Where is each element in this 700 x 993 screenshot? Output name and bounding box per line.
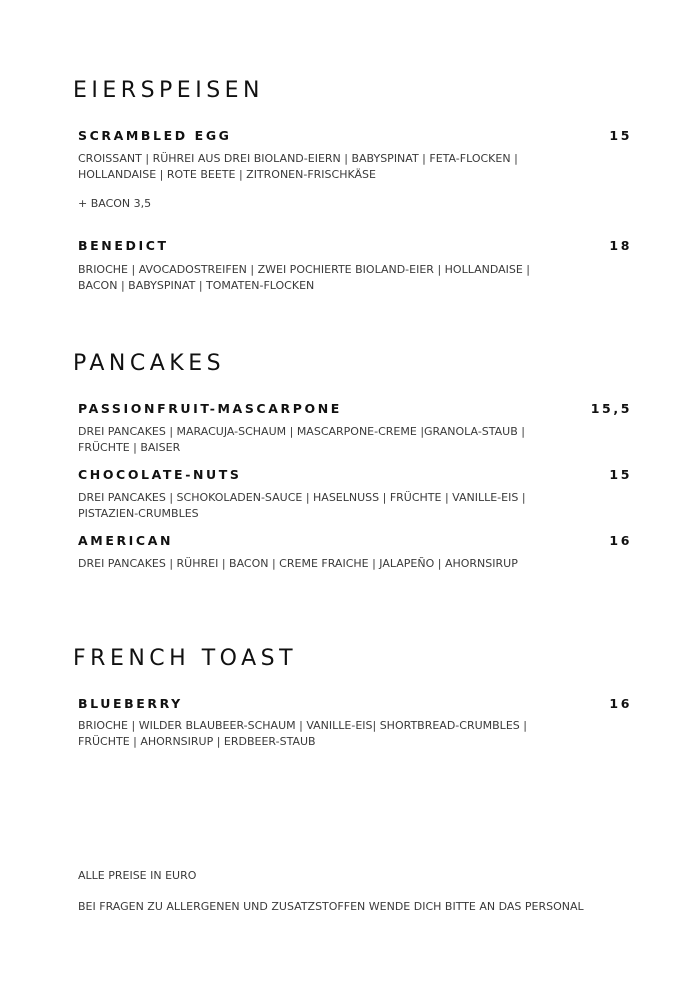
item-name-chocolate-nuts: CHOCOLATE-NUTS	[78, 467, 242, 482]
item-price-scrambled-egg: 15	[609, 128, 632, 143]
description-line: PISTAZIEN-CRUMBLES	[78, 506, 199, 520]
item-price-american: 16	[609, 533, 632, 548]
description-line: BRIOCHE | WILDER BLAUBEER-SCHAUM | VANILLE-EIS| SHORTBREAD-CRUMBLES |	[78, 719, 527, 732]
section-title-french-toast: FRENCH TOAST	[73, 646, 298, 671]
section-title-eierspeisen: EIERSPEISEN	[73, 78, 265, 103]
footer-prices-note: ALLE PREISE IN EURO	[78, 869, 197, 882]
item-price-blueberry: 16	[609, 696, 632, 711]
description-line: DREI PANCAKES | MARACUJA-SCHAUM | MASCARPONE-CREME |GRANOLA-STAUB |	[78, 425, 525, 438]
item-name-benedict: BENEDICT	[78, 238, 169, 253]
item-description-benedict	[78, 262, 530, 293]
description-line: CROISSANT | RÜHREI AUS DREI BIOLAND-EIERN | BABYSPINAT | FETA-FLOCKEN |	[78, 152, 518, 165]
item-price-chocolate-nuts: 15	[609, 467, 632, 482]
description-line: BACON | BABYSPINAT | TOMATEN-FLOCKEN	[78, 278, 315, 292]
footer-allergen-note: BEI FRAGEN ZU ALLERGENEN UND ZUSATZSTOFFEN WENDE DICH BITTE AN DAS PERSONAL	[78, 900, 584, 913]
item-description-chocolate-nuts	[78, 490, 526, 521]
item-description-blueberry	[78, 718, 527, 749]
item-name-blueberry: BLUEBERRY	[78, 696, 183, 711]
item-description-american	[78, 556, 518, 572]
section-title-pancakes: PANCAKES	[73, 351, 226, 376]
item-extra-bacon: + BACON 3,5	[78, 197, 152, 210]
description-line: FRÜCHTE | AHORNSIRUP | ERDBEER-STAUB	[78, 734, 316, 748]
item-price-benedict: 18	[609, 238, 632, 253]
description-line: DREI PANCAKES | SCHOKOLADEN-SAUCE | HASELNUSS | FRÜCHTE | VANILLE-EIS |	[78, 491, 526, 504]
item-name-scrambled-egg: SCRAMBLED EGG	[78, 128, 232, 143]
description-line: BRIOCHE | AVOCADOSTREIFEN | ZWEI POCHIERTE BIOLAND-EIER | HOLLANDAISE |	[78, 263, 531, 276]
item-name-american: AMERICAN	[78, 533, 174, 548]
item-description-passionfruit-mascarpone	[78, 424, 525, 455]
description-line: DREI PANCAKES | RÜHREI | BACON | CREME FRAICHE | JALAPEÑO | AHORNSIRUP	[78, 557, 518, 570]
description-line: FRÜCHTE | BAISER	[78, 440, 181, 454]
description-line: HOLLANDAISE | ROTE BEETE | ZITRONEN-FRISCHKÄSE	[78, 167, 376, 181]
item-description-scrambled-egg	[78, 151, 518, 182]
item-name-passionfruit-mascarpone: PASSIONFRUIT-MASCARPONE	[78, 401, 342, 416]
item-price-passionfruit-mascarpone: 15,5	[590, 401, 632, 416]
